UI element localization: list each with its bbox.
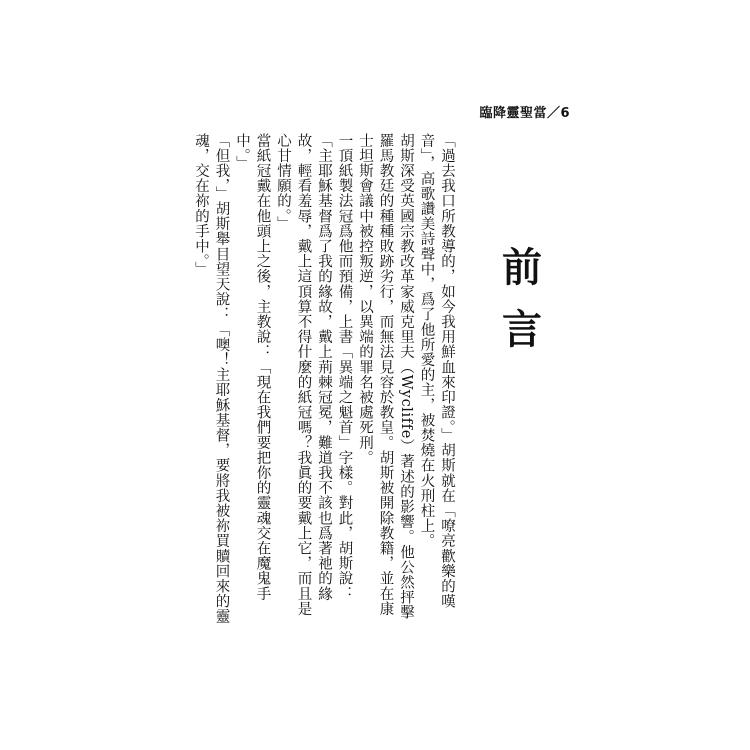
- paragraph: 胡斯深受英國宗教改革家威克里夫（Wycliffe）著述的影響。他公然抨擊羅馬教廷的種種敗跡劣行，而無法見容於教皇。胡斯被開除教籍，並在康士坦斯會議中被控叛逆，以異端的罪名被處死刑。: [357, 133, 414, 621]
- body-text: [193, 133, 457, 628]
- paragraph: 「過去我口所教導的，如今我用鮮血來印證。」胡斯就在「嘹亮歡樂的嘆音」，高歌讚美詩聲中，爲了他所愛的主，被焚燒在火刑柱上。: [418, 133, 455, 609]
- chapter-title: [497, 245, 547, 369]
- paragraph: 一頂紙製法冠爲他而預備，上書「異端之魁首」字樣。對此，胡斯說：「主耶穌基督爲了我的緣故，戴上荊棘冠冕，難道我不該也爲著祂的緣故，輕看羞辱，戴上這頂算不得什麼的紙冠嗎？我眞的要戴上它，而且是心甘情願的。」: [275, 133, 353, 617]
- chapter-title-char: 言: [502, 307, 542, 353]
- paragraph: 當紙冠戴在他頭上之後，主教說：「現在我們要把你的靈魂交在魔鬼手中。」: [234, 133, 271, 602]
- paragraph: 「但我，」胡斯舉目望天說：「噢！主耶穌基督，要將我被祢買贖回來的靈魂，交在祢的手中。」: [193, 133, 230, 625]
- running-header: 臨降靈聖當／6: [479, 106, 570, 121]
- chapter-title-char: 前: [502, 245, 542, 291]
